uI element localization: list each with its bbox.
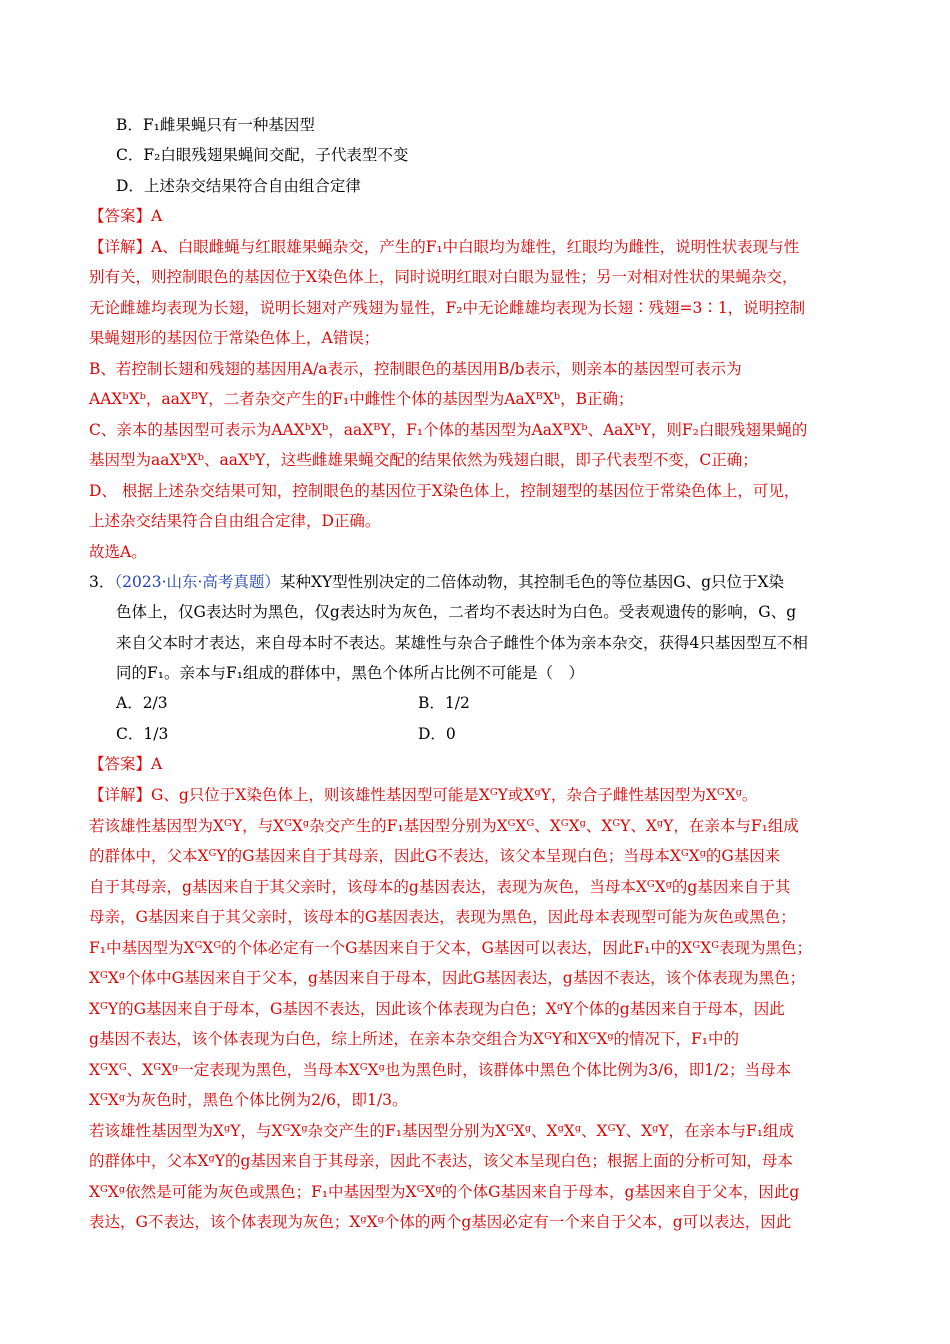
q2-detail-line: 别有关，则控制眼色的基因位于X染色体上，同时说明红眼对白眼为显性；另一对相对性状的果蝇杂交，	[89, 268, 798, 286]
q2-detail-line: 无论雌雄均表现为长翅，说明长翅对产残翅为显性，F₂中无论雌雄均表现为长翅∶残翅=3∶1，说明控制	[89, 299, 806, 317]
question-source: （2023·山东·高考真题）	[114, 573, 280, 591]
q3-detail-line: XᴳXᵍ依然是可能为灰色或黑色；F₁中基因型为XᴳXᵍ的个体G基因来自于母本，g基因来自于父本，因此g	[89, 1183, 800, 1201]
q2-option-c: C．F₂白眼残翅果蝇间交配，子代表型不变	[116, 146, 409, 164]
q2-detail-line: D、 根据上述杂交结果可知，控制眼色的基因位于X染色体上，控制翅型的基因位于常染色体上，可见，	[89, 482, 800, 500]
q3-detail-line: XᴳXᵍ个体中G基因来自于父本，g基因来自于母本，因此G基因表达，g基因不表达，该个体表现为黑色；	[89, 969, 806, 987]
q3-detail-line: 的群体中，父本XᵍY的g基因来自于其母亲，因此不表达，该父本呈现白色；根据上面的分析可知，母本	[89, 1152, 793, 1170]
q3-detail-line: g基因不表达，该个体表现为白色，综上所述，在亲本杂交组合为XᴳY和XᴳXᵍ的情况下，F₁中的	[89, 1030, 740, 1048]
q2-detail-line: C、亲本的基因型可表示为AAXᵇXᵇ，aaXᴮY，F₁个体的基因型为AaXᴮXᵇ、AaXᵇY，则F₂白眼残翅果蝇的	[89, 421, 808, 439]
q3-option-d: D．0	[418, 725, 456, 743]
question-stem-line: 色体上，仅G表达时为黑色，仅g表达时为灰色，二者均不表达时为白色。受表观遗传的影响，G、g	[116, 603, 797, 621]
q2-detail-line: B、若控制长翅和残翅的基因用A/a表示，控制眼色的基因用B/b表示，则亲本的基因型可表示为	[89, 360, 742, 378]
q2-answer: 【答案】A	[89, 207, 163, 225]
q2-option-d: D．上述杂交结果符合自由组合定律	[116, 177, 361, 195]
q3-detail-line: 表达，G不表达，该个体表现为灰色；XᵍXᵍ个体的两个g基因必定有一个来自于父本，g可以表达，因此	[89, 1213, 792, 1231]
q3-detail-line: XᴳXᵍ为灰色时，黑色个体比例为2/6，即1/3。	[89, 1091, 408, 1109]
q2-detail-line: 基因型为aaXᵇXᵇ、aaXᵇY，这些雌雄果蝇交配的结果依然为残翅白眼，即子代表型不变，C正确；	[89, 451, 758, 469]
question-stem-line: 同的F₁。亲本与F₁组成的群体中，黑色个体所占比例不可能是（ ）	[116, 664, 584, 682]
q3-detail-line: 自于其母亲，g基因来自于其父亲时，该母本的g基因表达，表现为灰色，当母本XᴳXᵍ的g基因来自于其	[89, 878, 791, 896]
q2-option-b: B．F₁雌果蝇只有一种基因型	[116, 116, 315, 134]
q3-answer: 【答案】A	[89, 755, 163, 773]
question-stem-line: 某种XY型性别决定的二倍体动物，其控制毛色的等位基因G、g只位于X染	[279, 573, 785, 591]
q3-option-a: A．2/3	[116, 694, 168, 712]
q3-detail-line: F₁中基因型为XᴳXᴳ的个体必定有一个G基因来自于父本，G基因可以表达，因此F₁中的XᴳXᴳ表现为黑色；	[89, 939, 813, 957]
q3-detail-line: 【详解】G、g只位于X染色体上，则该雄性基因型可能是XᴳY或XᵍY，杂合子雌性基因型为XᴳXᵍ。	[89, 786, 758, 804]
q2-detail-line: AAXᵇXᵇ，aaXᴮY，二者杂交产生的F₁中雌性个体的基因型为AaXᴮXᵇ，B正确；	[89, 390, 634, 408]
q2-detail-line: 果蝇翅形的基因位于常染色体上，A错误；	[89, 329, 380, 347]
question-number: 3．	[89, 573, 115, 591]
q3-detail-line: XᴳY的G基因来自于母本，G基因不表达，因此该个体表现为白色；XᵍY个体的g基因来自于母本，因此	[89, 1000, 785, 1018]
q2-conclusion: 故选A。	[89, 543, 147, 561]
q3-detail-line: 若该雄性基因型为XᵍY，与XᴳXᵍ杂交产生的F₁基因型分别为XᴳXᵍ、XᵍXᵍ、XᴳY、XᵍY，在亲本与F₁组成	[89, 1122, 795, 1140]
question-stem-line: 来自父本时才表达，来自母本时不表达。某雄性与杂合子雌性个体为亲本杂交，获得4只基因型互不相	[116, 634, 808, 652]
q3-detail-line: XᴳXᴳ、XᴳXᵍ一定表现为黑色，当母本XᴳXᵍ也为黑色时，该群体中黑色个体比例为3/6，即1/2；当母本	[89, 1061, 792, 1079]
q3-option-b: B．1/2	[418, 694, 470, 712]
q3-first-line	[89, 571, 784, 593]
q2-detail-line: 上述杂交结果符合自由组合定律，D正确。	[89, 512, 381, 530]
q3-detail-line: 若该雄性基因型为XᴳY，与XᴳXᵍ杂交产生的F₁基因型分别为XᴳXᴳ、XᴳXᵍ、XᴳY、XᵍY，在亲本与F₁组成	[89, 817, 799, 835]
q3-detail-line: 母亲，G基因来自于其父亲时，该母本的G基因表达，表现为黑色，因此母本表现型可能为灰色或黑色；	[89, 908, 796, 926]
q2-detail-line: 【详解】A、白眼雌蝇与红眼雄果蝇杂交，产生的F₁中白眼均为雄性，红眼均为雌性，说明性状表现与性	[89, 238, 800, 256]
q3-option-c: C．1/3	[116, 725, 169, 743]
q3-detail-line: 的群体中，父本XᴳY的G基因来自于其母亲，因此G不表达，该父本呈现白色；当母本XᴳXᵍ的G基因来	[89, 847, 781, 865]
